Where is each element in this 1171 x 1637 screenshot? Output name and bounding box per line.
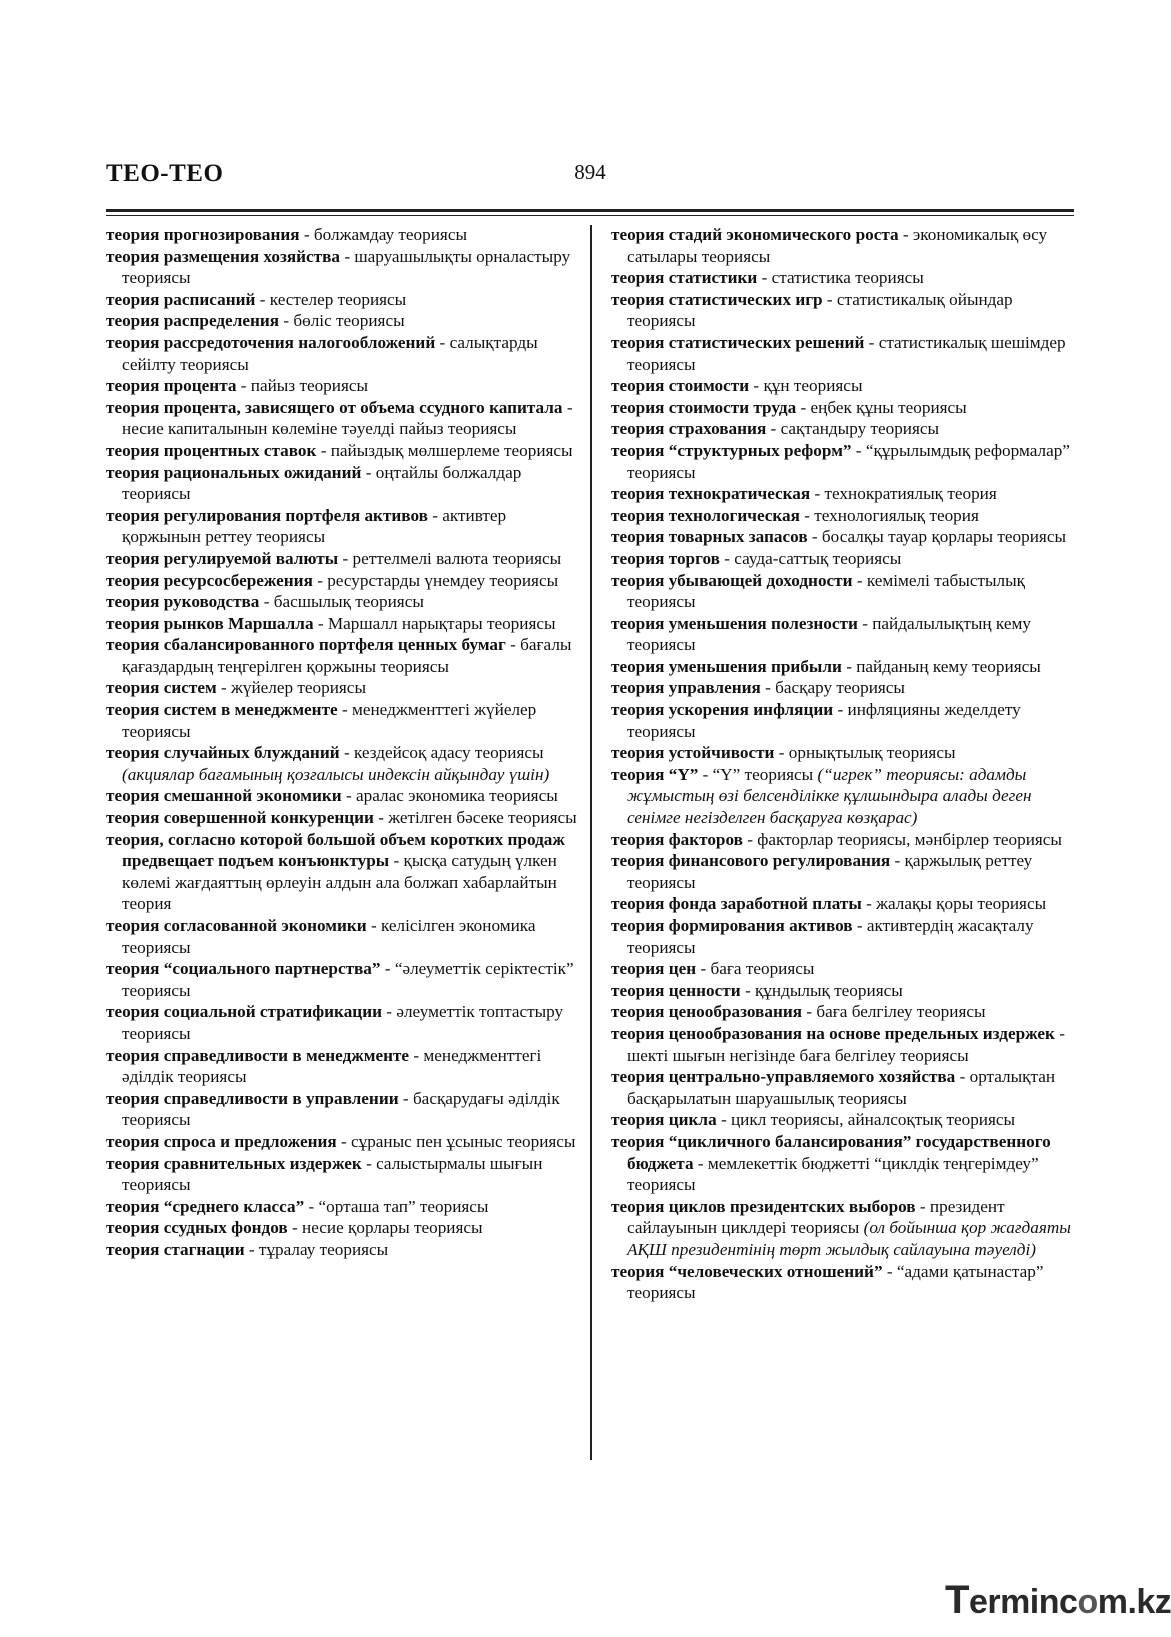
left-column [106,224,578,1261]
entry-definition: - сұраныс пен ұсыныс теориясы [336,1131,576,1151]
dictionary-entry [106,677,578,699]
entry-definition: - салыстырмалы шығын теориясы [122,1153,543,1195]
entry-term: теория справедливости в управлении [106,1088,399,1108]
entry-term: теория распределения [106,311,280,331]
dictionary-entry [611,613,1079,656]
dictionary-entry [106,224,578,246]
dictionary-entry [611,893,1079,915]
entry-definition: - ресурстарды үнемдеу теориясы [312,570,559,590]
entry-definition: - жетілген бәсеке теориясы [373,808,577,828]
entry-definition: - инфляцияны жеделдету теориясы [627,700,1021,741]
termincom-logo: Termincom.kz [945,1578,1171,1622]
entry-definition: - менеджменттегі жүйелер теориясы [122,700,537,741]
entry-term: теория смешанной экономики [106,786,342,806]
entry-term: теория совершенной конкуренции [106,808,374,828]
entry-term: теория, согласно которой большой объем коротких продаж предвещает подъем конъюнктуры [106,829,565,871]
dictionary-entry [106,634,578,677]
entry-definition: - статистикалық ойындар теориясы [627,289,1013,331]
entry-definition: - пайыз теориясы [236,376,369,396]
entry-definition: - жүйелер теориясы [216,678,366,698]
dictionary-entry [106,1001,578,1044]
dictionary-entry [106,397,578,440]
entry-definition: - кездейсоқ адасу теориясы [339,743,544,763]
entry-term: теория регулирования портфеля активов [106,505,428,525]
entry-definition: - орталықтан басқарылатын шаруашылық теориясы [627,1067,1056,1108]
entry-term: теория статистики [611,268,758,288]
entry-definition: - мемлекеттік бюджетті “циклдік теңгерімдеу” теориясы [627,1153,1039,1195]
dictionary-entry [106,785,578,807]
header-title: ТЕО-ТЕО [106,160,224,187]
dictionary-entry [106,1088,578,1131]
entry-definition: - “адами қатынастар” теориясы [627,1261,1044,1303]
entry-term: теория управления [611,678,761,698]
entry-term: теория процентных ставок [106,440,317,460]
entry-definition: - сақтандыру теориясы [766,419,940,439]
page-header [106,160,1074,208]
dictionary-entry [611,1109,1079,1131]
dictionary-entry [106,915,578,958]
dictionary-entry [106,1239,578,1261]
entry-definition: - технократиялық теория [810,484,997,504]
entry-definition: - статистикалық шешімдер теориясы [627,332,1066,374]
dictionary-entry [106,958,578,1001]
dictionary-entry [106,332,578,375]
entry-term: теория рациональных ожиданий [106,462,362,482]
dictionary-entry [106,505,578,548]
dictionary-entry [106,1045,578,1088]
entry-definition: - пайданың кему теориясы [841,656,1041,676]
entry-term: теория процента [106,376,237,396]
entry-definition: - баға теориясы [696,959,815,979]
entry-definition: - реттелмелі валюта теориясы [338,548,562,568]
entry-term: теория стадий экономического роста [611,225,899,244]
dictionary-entry [611,699,1079,742]
dictionary-entry [611,570,1079,613]
entry-definition: - кемімелі табыстылық теориясы [627,570,1025,612]
dictionary-entry [611,958,1079,980]
dictionary-entry [106,289,578,311]
dictionary-entry [611,375,1079,397]
entry-term: теория “структурных реформ” [611,440,852,460]
entry-term: теория товарных запасов [611,527,808,547]
dictionary-entry [611,548,1079,570]
dictionary-entry [106,591,578,613]
entry-term: теория ссудных фондов [106,1218,288,1238]
entry-definition: - пайдалылықтың кему теориясы [627,613,1031,655]
dictionary-entry [611,915,1079,958]
entry-definition: - басқару теориясы [760,678,905,698]
entry-term: теория формирования активов [611,916,853,935]
entry-definition: - технологиялық теория [799,505,979,525]
entry-definition: - менеджменттегі әділдік теориясы [122,1045,542,1087]
entry-term: теория циклов президентских выборов [611,1196,916,1216]
dictionary-entry [106,462,578,505]
entry-term: теория ценности [611,980,741,1000]
entry-term: теория “социального партнерства” [106,959,381,979]
entry-definition: - тұралау теориясы [244,1239,389,1259]
entry-definition: - орнықтылық теориясы [774,743,956,763]
dictionary-entry [106,246,578,289]
dictionary-entry [611,1261,1079,1304]
entry-term: теория убывающей доходности [611,570,853,590]
entry-definition: - салықтарды сейілту теориясы [122,332,538,374]
dictionary-entry [106,829,578,915]
entry-term: теория уменьшения полезности [611,613,858,633]
entry-note: (акциялар бағамының қозғалысы индексін айқындау үшін) [122,764,550,784]
dictionary-entry [106,375,578,397]
dictionary-entry [611,1196,1079,1261]
entry-term: теория сравнительных издержек [106,1153,362,1173]
dictionary-entry [611,224,1079,267]
entry-term: теория центрально-управляемого хозяйства [611,1067,956,1087]
entry-definition: - активтердің жасақталу теориясы [627,916,1034,957]
dictionary-entry [106,548,578,570]
entry-definition: - несие қорлары теориясы [287,1218,483,1238]
entry-term: теория социальной стратификации [106,1002,382,1022]
dictionary-entry [106,613,578,635]
entry-term: теория факторов [611,829,743,849]
entry-term: теория цикла [611,1110,717,1130]
entry-term: теория “среднего класса” [106,1196,305,1216]
dictionary-entry [106,1196,578,1218]
entry-definition: - Маршалл нарықтары теориясы [313,613,556,633]
dictionary-entry [611,267,1079,289]
entry-definition: - сауда-саттық теориясы [719,548,902,568]
entry-term: теория страхования [611,419,767,439]
entry-definition: - пайыздық мөлшерлеме теориясы [316,440,573,460]
entry-term: теория систем в менеджменте [106,700,338,720]
entry-definition: - басқарудағы әділдік теориясы [122,1088,560,1130]
entry-term: теория торгов [611,548,720,568]
entry-definition: - оңтайлы болжалдар теориясы [122,462,522,504]
entry-term: теория случайных блужданий [106,743,340,763]
entry-definition: - босалқы тауар қорлары теориясы [807,527,1067,547]
entry-term: теория согласованной экономики [106,916,367,935]
entry-term: теория статистических игр [611,289,823,309]
dictionary-entry [611,289,1079,332]
entry-definition: - қаржылық реттеу теориясы [627,851,1033,892]
entry-definition: - цикл теориясы, айналсоқтық теориясы [716,1110,1016,1130]
entry-term: теория стоимости [611,376,750,396]
dictionary-entry [611,332,1079,375]
dictionary-entry [611,526,1079,548]
dictionary-entry [611,1001,1079,1023]
dictionary-entry [611,1131,1079,1196]
entry-term: теория размещения хозяйства [106,246,341,266]
column-divider [590,225,592,1460]
entry-term: теория руководства [106,592,260,612]
entry-definition: - кестелер теориясы [255,289,407,309]
entry-definition: - жалақы қоры теориясы [861,894,1047,914]
entry-term: теория спроса и предложения [106,1131,337,1151]
entry-definition: - президент сайлауынын циклдері теориясы [627,1196,1005,1238]
entry-term: теория финансового регулирования [611,851,891,871]
dictionary-entry [611,505,1079,527]
dictionary-entry [611,742,1079,764]
entry-definition: - құндылық теориясы [740,980,903,1000]
entry-term: теория прогнозирования [106,225,300,244]
dictionary-entry [106,310,578,332]
dictionary-entry [106,1217,578,1239]
entry-term: теория технологическая [611,505,800,525]
entry-definition: - экономикалық өсу сатылары теориясы [627,225,1048,266]
entry-term: теория регулируемой валюты [106,548,339,568]
entry-term: теория “Y” [611,764,699,784]
entry-definition: - статистика теориясы [757,268,924,288]
entry-term: теория справедливости в менеджменте [106,1045,410,1065]
dictionary-entry [106,570,578,592]
dictionary-entry [611,1023,1079,1066]
entry-definition: - “құрылымдық реформалар” теориясы [627,440,1070,482]
dictionary-entry [611,397,1079,419]
entry-term: теория фонда заработной платы [611,894,862,914]
entry-definition: - келісілген экономика теориясы [122,916,536,957]
entry-term: теория уменьшения прибыли [611,656,842,676]
dictionary-entry [106,1131,578,1153]
header-rule-thin [106,215,1074,216]
dictionary-entry [611,418,1079,440]
header-rule-thick [106,209,1074,212]
dictionary-entry [611,764,1079,829]
entry-term: теория ценообразования [611,1002,803,1022]
entry-definition: - еңбек құны теориясы [796,397,967,417]
entry-definition: - активтер қоржынын реттеу теориясы [122,505,507,547]
entry-term: теория технократическая [611,484,811,504]
entry-term: теория ценообразования на основе предельных издержек [611,1023,1055,1043]
entry-term: теория цен [611,959,697,979]
entry-definition: - басшылық теориясы [259,592,424,612]
entry-term: теория ресурсосбережения [106,570,313,590]
entry-term: теория сбалансированного портфеля ценных бумаг [106,635,506,655]
dictionary-entry [106,1153,578,1196]
entry-definition: - аралас экономика теориясы [341,786,558,806]
right-column [611,224,1079,1304]
dictionary-entry [106,440,578,462]
entry-definition: - болжамдау теориясы [299,225,467,244]
entry-term: теория рассредоточения налогообложений [106,332,436,352]
dictionary-entry [611,656,1079,678]
dictionary-entry [106,807,578,829]
dictionary-entry [106,699,578,742]
dictionary-entry [611,980,1079,1002]
entry-term: теория процента, зависящего от объема ссудного капитала [106,397,563,417]
entry-term: теория устойчивости [611,743,775,763]
entry-definition: - “Y” теориясы [698,764,818,784]
entry-definition: - әлеуметтік топтастыру теориясы [122,1002,564,1043]
entry-term: теория расписаний [106,289,256,309]
dictionary-entry [611,850,1079,893]
entry-definition: - қысқа сатудың үлкен көлемі жағдаяттың өрлеуін алдын ала болжап хабарлайтын теория [122,851,557,914]
entry-term: теория статистических решений [611,332,865,352]
entry-definition: - несие капиталынын көлеміне тәуелді пайыз теориясы [122,397,573,439]
entry-term: теория стагнации [106,1239,245,1259]
dictionary-entry [611,440,1079,483]
entry-definition: - бөліс теориясы [279,311,405,331]
entry-term: теория рынков Маршалла [106,613,314,633]
dictionary-entry [611,829,1079,851]
entry-definition: - “әлеуметтік серіктестік” теориясы [122,959,574,1000]
dictionary-entry [106,742,578,785]
entry-term: теория ускорения инфляции [611,700,834,720]
entry-term: теория стоимости труда [611,397,797,417]
entry-term: теория “человеческих отношений” [611,1261,883,1281]
page-number: 894 [574,160,606,184]
entry-note: (“игрек” теориясы: адамды жұмыстың өзі белсенділікке құлшындыра алады деген сенімге негізделген басқаруға көзқарас) [627,764,1032,828]
entry-definition: - баға белгілеу теориясы [802,1002,986,1022]
entry-definition: - факторлар теориясы, мәнбірлер теориясы [742,829,1062,849]
entry-term: теория “цикличного балансирования” государственного бюджета [611,1131,1051,1173]
entry-definition: - “орташа тап” теориясы [304,1196,489,1216]
entry-definition: - құн теориясы [749,376,863,396]
entry-note: (ол бойынша қор жағдаяты АҚШ президентінің төрт жылдық сайлауына тәуелді) [627,1218,1071,1259]
dictionary-entry [611,483,1079,505]
dictionary-entry [611,677,1079,699]
entry-definition: - шекті шығын негізінде баға белгілеу теориясы [627,1023,1065,1065]
dictionary-entry [611,1066,1079,1109]
entry-term: теория систем [106,678,217,698]
entry-definition: - бағалы қағаздардың теңгерілген қоржыны теориясы [122,635,572,676]
entry-definition: - шаруашылықты орналастыру теориясы [122,246,571,288]
